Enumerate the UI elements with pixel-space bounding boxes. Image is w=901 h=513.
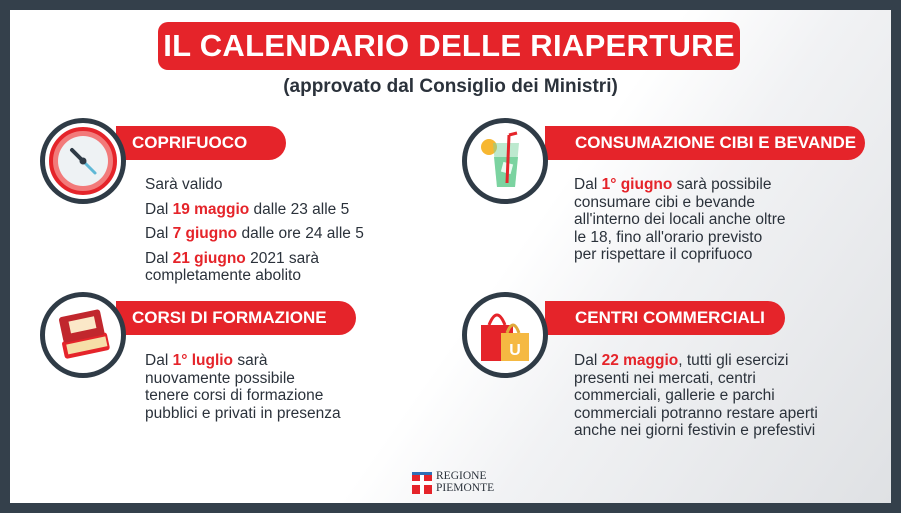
centri-line-3: commerciali, gallerie e parchi (574, 387, 775, 404)
highlight-date: 21 giugno (172, 249, 246, 267)
line-text: Dal (574, 352, 602, 369)
consumazione-line-4: le 18, fino all'orario previsto (574, 228, 763, 246)
line-text: Dal (145, 200, 173, 218)
line-text: , tutti gli esercizi (678, 352, 789, 369)
shopping-bags-icon (462, 292, 548, 378)
logo-line-2: PIEMONTE (436, 482, 495, 494)
section-title-centri: CENTRI COMMERCIALI (545, 301, 785, 335)
centri-text (574, 352, 874, 440)
coprifuoco-line-1 (145, 201, 425, 219)
highlight-date: 19 maggio (172, 200, 250, 218)
line-text: Dal (574, 176, 602, 193)
centri-line-1 (574, 352, 874, 370)
centri-line-4: commerciali potranno restare aperti (574, 404, 818, 422)
line-text: Dal (145, 249, 173, 267)
subtitle: (approvato dal Consiglio dei Ministri) (283, 76, 618, 97)
line-text: dalle 23 alle 5 (249, 200, 350, 218)
main-title: IL CALENDARIO DELLE RIAPERTURE (158, 22, 740, 70)
highlight-date: 22 maggio (601, 352, 679, 369)
drink-icon (462, 118, 548, 204)
consumazione-line-5: per rispettare il coprifuoco (574, 246, 753, 263)
line-text: Dal (145, 225, 173, 242)
coprifuoco-text (145, 176, 425, 285)
piemonte-flag-icon (412, 472, 432, 494)
corsi-line-2: nuovamente possibile (145, 369, 295, 387)
line-text: sarà (233, 352, 268, 369)
coprifuoco-line-3 (145, 250, 425, 268)
highlight-date: 1° luglio (172, 352, 234, 369)
regione-piemonte-logo (412, 470, 495, 496)
line-text: Dal (145, 352, 173, 369)
consumazione-text (574, 176, 874, 264)
corsi-line-4: pubblici e privati in presenza (145, 404, 341, 422)
section-title-corsi: CORSI DI FORMAZIONE (116, 301, 356, 335)
coprifuoco-line-4: completamente abolito (145, 267, 301, 284)
clock-icon (40, 118, 126, 204)
books-icon (40, 292, 126, 378)
corsi-text (145, 352, 425, 422)
coprifuoco-line-2 (145, 225, 425, 243)
centri-line-2: presenti nei mercati, centri (574, 369, 756, 387)
highlight-date: 7 giugno (172, 225, 238, 242)
coprifuoco-intro: Sarà valido (145, 176, 223, 193)
line-text: sarà possibile (672, 176, 772, 193)
highlight-date: 1° giugno (601, 176, 673, 193)
logo-line-1: REGIONE (436, 470, 487, 482)
consumazione-line-3: all'interno dei locali anche oltre (574, 211, 786, 228)
line-text: dalle ore 24 alle 5 (237, 225, 364, 242)
corsi-line-3: tenere corsi di formazione (145, 387, 324, 404)
bag-letter: U (509, 342, 521, 359)
line-text: 2021 sarà (245, 249, 320, 267)
centri-line-5: anche nei giorni festivin e prefestivi (574, 422, 816, 439)
section-title-consumazione: CONSUMAZIONE CIBI E BEVANDE (545, 126, 865, 160)
section-title-coprifuoco: COPRIFUOCO (116, 126, 286, 160)
corsi-line-1 (145, 352, 425, 370)
consumazione-line-1 (574, 176, 874, 194)
consumazione-line-2: consumare cibi e bevande (574, 193, 755, 211)
